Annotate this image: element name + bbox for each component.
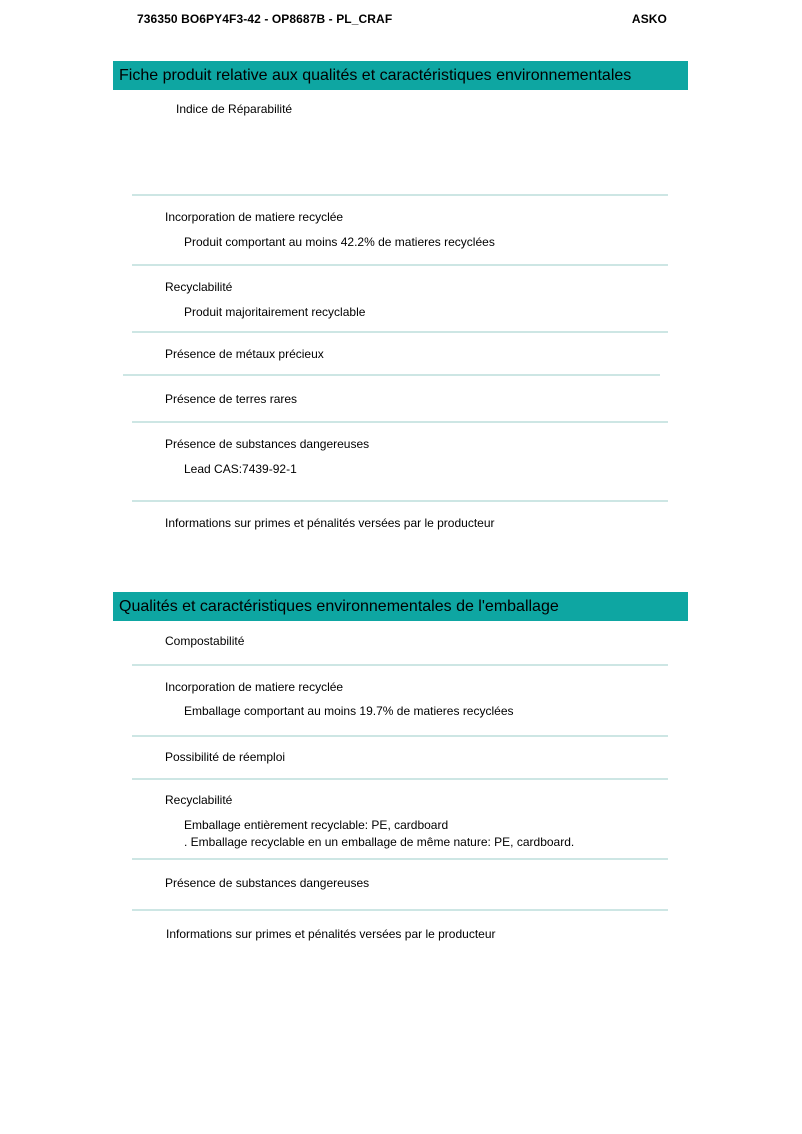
brand-name: ASKO [631,12,667,26]
row-label: Incorporation de matiere recyclée [165,680,344,694]
row-detail: Emballage entièrement recyclable: PE, cardboard [184,818,449,832]
document-body [113,61,688,955]
row-label: Recyclabilité [165,793,233,807]
row-detail: Lead CAS:7439-92-1 [184,462,297,476]
row-label: Informations sur primes et pénalités versées par le producteur [165,516,495,530]
section-row [113,911,688,955]
row-label: Incorporation de matiere recyclée [165,210,344,224]
section-row [113,666,688,735]
row-detail: Produit majoritairement recyclable [184,305,366,319]
row-label: Informations sur primes et pénalités versées par le producteur [166,927,496,941]
section-row [113,376,688,421]
row-label: Présence de substances dangereuses [165,876,370,890]
section-header-packaging [113,592,688,621]
section-row [113,737,688,778]
document-reference: 736350 BO6PY4F3-42 - OP8687B - PL_CRAF [137,12,393,26]
section-row [113,502,688,544]
section-row [113,423,688,500]
row-detail: . Emballage recyclable en un emballage de même nature: PE, cardboard. [184,835,575,849]
section-row [113,196,688,264]
section-title: Qualités et caractéristiques environnementales de l'emballage [119,597,559,615]
document-header [137,12,667,26]
row-label: Indice de Réparabilité [176,102,293,116]
section-row [113,333,688,374]
section-row [113,266,688,331]
row-label: Possibilité de réemploi [165,750,286,764]
section-title: Fiche produit relative aux qualités et caractéristiques environnementales [119,66,632,84]
section-row [113,90,688,194]
row-label: Recyclabilité [165,280,233,294]
section-header-product [113,61,688,90]
row-detail: Emballage comportant au moins 19.7% de matieres recyclées [184,704,514,718]
row-label: Présence de métaux précieux [165,347,324,361]
row-detail: Produit comportant au moins 42.2% de matieres recyclées [184,235,495,249]
row-label: Présence de terres rares [165,392,298,406]
row-label: Compostabilité [165,634,245,648]
section-row [113,780,688,858]
section-row [113,621,688,664]
section-row [113,860,688,909]
row-label: Présence de substances dangereuses [165,437,370,451]
